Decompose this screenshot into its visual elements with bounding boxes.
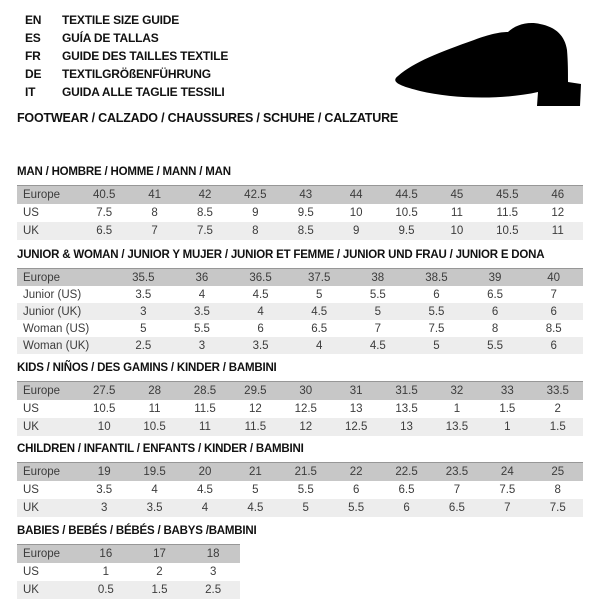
size-cell: 5.5: [193, 322, 210, 335]
size-cell: 4.5: [247, 502, 264, 514]
size-section-junior: [17, 249, 583, 354]
table-row: [17, 320, 583, 337]
size-cell: 28.5: [193, 385, 217, 397]
size-cell: 39: [488, 271, 502, 284]
legend-row-de: [25, 65, 228, 83]
size-cell: 11.5: [244, 421, 267, 433]
size-cell: 1.5: [549, 421, 566, 433]
table-row: [17, 222, 583, 240]
size-cell: 7.5: [499, 484, 516, 496]
size-cell: 42: [198, 189, 212, 201]
language-title: GUÍA DE TALLAS: [62, 31, 159, 45]
legend-row-en: [25, 11, 228, 29]
size-table: [17, 185, 583, 240]
size-cell: 3: [100, 502, 108, 514]
size-table: [17, 268, 583, 354]
language-code: ES: [25, 31, 41, 45]
size-cell: 36.5: [249, 271, 272, 284]
size-cell: 0.5: [97, 584, 114, 596]
size-cell: 9: [252, 207, 259, 219]
size-cell: 45: [450, 189, 464, 201]
size-cell: 3: [140, 305, 147, 318]
size-cell: 7.5: [549, 502, 566, 514]
size-cell: 6.5: [96, 225, 113, 237]
size-cell: 8.5: [297, 225, 314, 237]
section-title: MAN / HOMBRE / HOMME / MANN / MAN: [17, 166, 231, 178]
size-cell: 4: [315, 339, 323, 352]
size-cell: 8: [491, 322, 499, 335]
size-cell: 4.5: [369, 339, 386, 352]
size-cell: 8: [252, 225, 259, 237]
size-cell: 5.5: [487, 339, 504, 352]
size-cell: 4: [151, 484, 158, 496]
size-cell: 1: [504, 421, 511, 433]
size-cell: 5: [315, 288, 323, 301]
section-title: CHILDREN / INFANTIL / ENFANTS / KINDER / BAMBINI: [17, 443, 304, 455]
size-table: [17, 381, 583, 436]
size-cell: 6: [433, 288, 440, 301]
size-cell: 10.5: [395, 207, 418, 219]
size-cell: 22.5: [395, 466, 418, 478]
size-cell: 2: [554, 403, 561, 415]
size-cell: 4: [257, 305, 264, 318]
size-cell: 7: [151, 225, 158, 237]
size-cell: 1.5: [499, 403, 516, 415]
size-cell: 3.5: [193, 305, 210, 318]
size-cell: 3: [198, 339, 206, 352]
size-cell: 8: [151, 207, 158, 219]
size-cell: 2: [156, 566, 163, 578]
shoe-icon: [388, 20, 588, 108]
table-row: [17, 286, 583, 303]
size-cell: 13: [349, 403, 363, 415]
size-cell: 4.5: [252, 288, 269, 301]
size-cell: 41: [148, 189, 161, 201]
size-cell: 13.5: [395, 403, 418, 415]
table-row: [17, 481, 583, 499]
shoe-icon-path: [395, 23, 581, 106]
size-cell: 5.5: [369, 288, 386, 301]
row-label-cell: Europe: [23, 548, 61, 560]
size-cell: 19.5: [143, 466, 166, 478]
size-cell: 11: [199, 421, 211, 433]
size-cell: 6: [550, 339, 557, 352]
size-cell: 37.5: [307, 271, 331, 284]
size-cell: 12.5: [344, 421, 368, 433]
size-cell: 2.5: [205, 584, 222, 596]
size-cell: 6.5: [448, 502, 465, 514]
size-cell: 3.5: [146, 502, 163, 514]
table-row: [17, 581, 240, 599]
table-row: [17, 499, 583, 517]
size-cell: 5: [252, 484, 259, 496]
size-cell: 43: [299, 189, 313, 201]
size-cell: 24: [500, 466, 514, 478]
size-cell: 33: [500, 385, 514, 397]
size-cell: 11: [148, 403, 161, 415]
size-cell: 3.5: [96, 484, 113, 496]
row-label-cell: Europe: [23, 466, 61, 478]
size-section-children: [17, 443, 583, 517]
size-cell: 8.5: [196, 207, 213, 219]
size-cell: 38.5: [425, 271, 448, 284]
row-label-cell: Europe: [23, 189, 61, 201]
row-label-cell: US: [23, 403, 39, 415]
size-cell: 3.5: [252, 339, 269, 352]
size-section-kids: [17, 362, 583, 436]
size-cell: 6: [550, 305, 557, 318]
size-cell: 21.5: [294, 466, 317, 478]
row-label-cell: Europe: [23, 271, 61, 284]
size-cell: 1: [453, 403, 461, 415]
language-code: FR: [25, 49, 41, 63]
row-label-cell: US: [23, 207, 39, 219]
size-cell: 11.5: [496, 207, 519, 219]
size-cell: 4: [201, 502, 209, 514]
size-cell: 13: [400, 421, 413, 433]
section-title: JUNIOR & WOMAN / JUNIOR Y MUJER / JUNIOR ET FEMME / JUNIOR UND FRAU / JUNIOR E DONA: [17, 249, 545, 261]
language-title: GUIDA ALLE TAGLIE TESSILI: [62, 85, 225, 99]
size-cell: 10.5: [93, 403, 116, 415]
size-cell: 8: [554, 484, 561, 496]
size-cell: 4: [198, 288, 206, 301]
size-cell: 10.5: [496, 225, 519, 237]
size-cell: 5: [302, 502, 309, 514]
table-row: [17, 418, 583, 436]
size-cell: 21: [248, 466, 262, 478]
size-cell: 10: [349, 207, 363, 219]
size-cell: 27.5: [93, 385, 116, 397]
size-cell: 6: [257, 322, 264, 335]
size-cell: 30: [299, 385, 313, 397]
table-row: [17, 269, 583, 287]
size-cell: 10: [97, 421, 111, 433]
size-cell: 6: [403, 502, 410, 514]
language-code: IT: [25, 85, 36, 99]
size-cell: 6: [352, 484, 360, 496]
size-cell: 5: [374, 305, 382, 318]
size-cell: 23.5: [445, 466, 469, 478]
size-cell: 5.5: [297, 484, 314, 496]
size-cell: 12: [299, 421, 313, 433]
size-cell: 11: [551, 225, 564, 237]
table-row: [17, 337, 583, 354]
size-cell: 40.5: [93, 189, 116, 201]
size-cell: 6.5: [398, 484, 415, 496]
size-cell: 3: [209, 566, 217, 578]
size-cell: 36: [195, 271, 209, 284]
row-label-cell: Junior (US): [23, 288, 82, 301]
size-cell: 29.5: [244, 385, 267, 397]
table-row: [17, 563, 240, 581]
size-cell: 38: [371, 271, 385, 284]
table-row: [17, 303, 583, 320]
size-cell: 5: [433, 339, 440, 352]
table-row: [17, 204, 583, 222]
size-cell: 31.5: [395, 385, 418, 397]
legend-row-it: [25, 83, 228, 101]
row-label-cell: US: [23, 566, 39, 578]
size-cell: 1: [102, 566, 110, 578]
size-cell: 12.5: [294, 403, 317, 415]
row-label-cell: Woman (US): [23, 322, 90, 335]
size-cell: 44: [349, 189, 363, 201]
row-label-cell: Junior (UK): [23, 305, 82, 318]
size-cell: 31: [349, 385, 363, 397]
language-title: TEXTILE SIZE GUIDE: [62, 13, 180, 27]
size-cell: 8.5: [545, 322, 562, 335]
size-cell: 6.5: [311, 322, 328, 335]
language-legend: [25, 11, 228, 101]
row-label-cell: US: [23, 484, 39, 496]
size-cell: 5.5: [428, 305, 445, 318]
size-cell: 9.5: [398, 225, 415, 237]
size-cell: 9: [352, 225, 360, 237]
language-code: EN: [25, 13, 42, 27]
size-cell: 28: [148, 385, 161, 397]
size-cell: 1.5: [151, 584, 168, 596]
size-cell: 25: [551, 466, 565, 478]
row-label-cell: Woman (UK): [23, 339, 90, 352]
size-cell: 7: [374, 322, 382, 335]
size-cell: 5: [140, 322, 147, 335]
size-cell: 6: [491, 305, 499, 318]
size-cell: 32: [450, 385, 464, 397]
size-cell: 4.5: [196, 484, 213, 496]
language-title: GUIDE DES TAILLES TEXTILE: [62, 49, 229, 63]
size-cell: 7.5: [196, 225, 213, 237]
size-cell: 7: [504, 502, 511, 514]
size-cell: 20: [198, 466, 212, 478]
table-row: [17, 545, 240, 564]
size-cell: 11: [450, 207, 463, 219]
language-title: TEXTILGRÖßENFÜHRUNG: [62, 67, 211, 81]
size-section-babies: [17, 525, 256, 599]
row-label-cell: UK: [23, 502, 39, 514]
table-row: [17, 186, 583, 205]
language-code: DE: [25, 67, 42, 81]
table-row: [17, 463, 583, 482]
table-row: [17, 400, 583, 418]
size-table: [17, 462, 583, 517]
size-cell: 6.5: [487, 288, 504, 301]
size-cell: 13.5: [445, 421, 469, 433]
size-cell: 12: [248, 403, 262, 415]
size-cell: 12: [551, 207, 565, 219]
size-cell: 46: [551, 189, 565, 201]
size-cell: 22: [349, 466, 363, 478]
size-cell: 35.5: [132, 271, 155, 284]
row-label-cell: UK: [23, 225, 39, 237]
row-label-cell: UK: [23, 421, 39, 433]
size-cell: 16: [99, 548, 113, 560]
size-cell: 2.5: [135, 339, 152, 352]
category-heading: FOOTWEAR / CALZADO / CHAUSSURES / SCHUHE / CALZATURE: [17, 111, 399, 125]
size-cell: 7.5: [428, 322, 445, 335]
legend-row-fr: [25, 47, 228, 65]
legend-row-es: [25, 29, 228, 47]
size-cell: 9.5: [297, 207, 314, 219]
size-cell: 3.5: [135, 288, 152, 301]
size-cell: 45.5: [496, 189, 519, 201]
size-cell: 17: [153, 548, 166, 560]
size-cell: 7: [453, 484, 461, 496]
size-cell: 11.5: [194, 403, 216, 415]
size-cell: 40: [547, 271, 561, 284]
size-cell: 19: [97, 466, 111, 478]
row-label-cell: UK: [23, 584, 39, 596]
section-title: BABIES / BEBÉS / BÉBÉS / BABYS /BAMBINI: [17, 525, 257, 537]
table-row: [17, 382, 583, 401]
size-table: [17, 544, 240, 599]
size-cell: 18: [206, 548, 220, 560]
size-cell: 42.5: [244, 189, 267, 201]
size-cell: 5.5: [348, 502, 365, 514]
size-cell: 7.5: [96, 207, 113, 219]
size-cell: 7: [550, 288, 557, 301]
size-cell: 33.5: [546, 385, 569, 397]
size-cell: 44.5: [395, 189, 418, 201]
size-section-man: [17, 166, 583, 240]
section-title: KIDS / NIÑOS / DES GAMINS / KINDER / BAMBINI: [17, 362, 277, 374]
row-label-cell: Europe: [23, 385, 61, 397]
size-cell: 4.5: [311, 305, 328, 318]
size-cell: 10.5: [143, 421, 166, 433]
size-cell: 10: [450, 225, 464, 237]
